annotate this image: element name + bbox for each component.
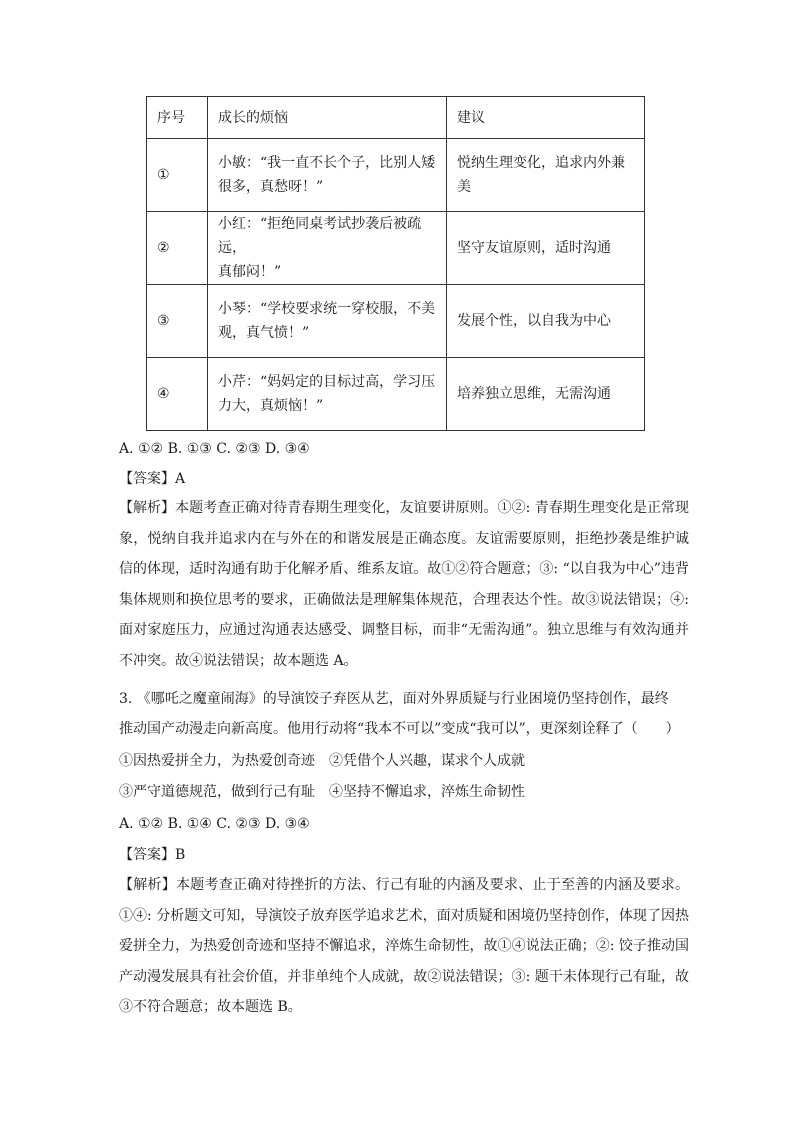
header-advice: 建议 — [447, 97, 645, 139]
trouble-line: 小敏：“我一直不长个子，比别人矮 — [218, 155, 436, 171]
row-advice: 发展个性，以自我为中心 — [447, 285, 645, 358]
trouble-line: 小芹：“妈妈定的目标过高，学习压 — [218, 374, 436, 390]
trouble-line: 力大，真烦恼！” — [218, 398, 324, 414]
trouble-line: 小红：“拒绝同桌考试抄袭后被疏远， — [218, 216, 422, 256]
table-header-row — [147, 97, 645, 139]
troubles-table — [146, 96, 645, 431]
row-advice: 坚守友谊原则，适时沟通 — [447, 212, 645, 285]
row-trouble — [208, 139, 447, 212]
q3-stem-line-2: 推动国产动漫走向新高度。他用行动将“我本不可以”变成“我可以”，更深刻诠释了（ ） — [119, 721, 680, 737]
row-number: ① — [147, 139, 208, 212]
row-number: ④ — [147, 358, 208, 431]
row-advice: 培养独立思维，无需沟通 — [447, 358, 645, 431]
row-trouble — [208, 212, 447, 285]
trouble-line: 观，真气愤！” — [218, 325, 310, 341]
q3-analysis — [119, 870, 689, 1023]
table-row — [147, 139, 645, 212]
row-number: ② — [147, 212, 208, 285]
q3-choices-line-1: ①因热爱拼全力，为热爱创奇迹 ②凭借个人兴趣，谋求个人成就 — [119, 753, 525, 769]
trouble-line: 很多，真愁呀！” — [218, 179, 324, 195]
row-trouble — [208, 285, 447, 358]
row-trouble — [208, 358, 447, 431]
trouble-line: 小琴：“学校要求统一穿校服，不美 — [218, 301, 436, 317]
table-row — [147, 285, 645, 358]
q2-analysis — [119, 493, 689, 676]
header-trouble: 成长的烦恼 — [208, 97, 447, 139]
q3-options: A. ①② B. ①④ C. ②③ D. ③④ — [119, 816, 310, 832]
q3-analysis-text: 【解析】本题考查正确对待挫折的方法、行己有耻的内涵及要求、止于至善的内涵及要求。①④: 分析题文可知，导演饺子放弃医学追求艺术，面对质疑和困境仍坚持创作，体现了因热爱拼全力，为热爱创奇迹和坚持不懈追求，淬炼生命韧性，故①④说法正确；②: 饺子推动国产动漫发展具有社会价值，并非单纯个人成就，故②说法错误；③: 题干未体现行己有耻，故③不符合题意；故本题选 B。 — [119, 877, 689, 1015]
table-row — [147, 212, 645, 285]
row-number: ③ — [147, 285, 208, 358]
table-row — [147, 358, 645, 431]
q3-stem-line-1: 3. 《哪吒之魔童闹海》的导演饺子弃医从艺，面对外界质疑与行业困境仍坚持创作，最终 — [119, 691, 669, 707]
q3-choices-line-2: ③严守道德规范，做到行己有耻 ④坚持不懈追求，淬炼生命韧性 — [119, 784, 525, 800]
header-number: 序号 — [147, 97, 208, 139]
q2-analysis-text: 【解析】本题考查正确对待青春期生理变化，友谊要讲原则。①②: 青春期生理变化是正常现象，悦纳自我并追求内在与外在的和谐发展是正确态度。友谊需要原则，拒绝抄袭是维护诚信的体现，适时沟通有助于化解矛盾、维系友谊。故①②符合题意；③: “以自我为中心”违背集体规则和换位思考的要求，正确做法是理解集体规范，合理表达个性。故③说法错误；④: 面对家庭压力，应通过沟通表达感受、调整目标，而非“无需沟通”。独立思维与有效沟通并不冲突。故④说法错误；故本题选 A。 — [119, 500, 689, 669]
q2-options: A. ①② B. ①③ C. ②③ D. ③④ — [119, 441, 310, 457]
row-advice: 悦纳生理变化，追求内外兼美 — [447, 139, 645, 212]
q3-answer: 【答案】B — [119, 847, 186, 863]
trouble-line: 真郁闷！” — [218, 264, 282, 280]
q2-answer: 【答案】A — [119, 471, 186, 487]
